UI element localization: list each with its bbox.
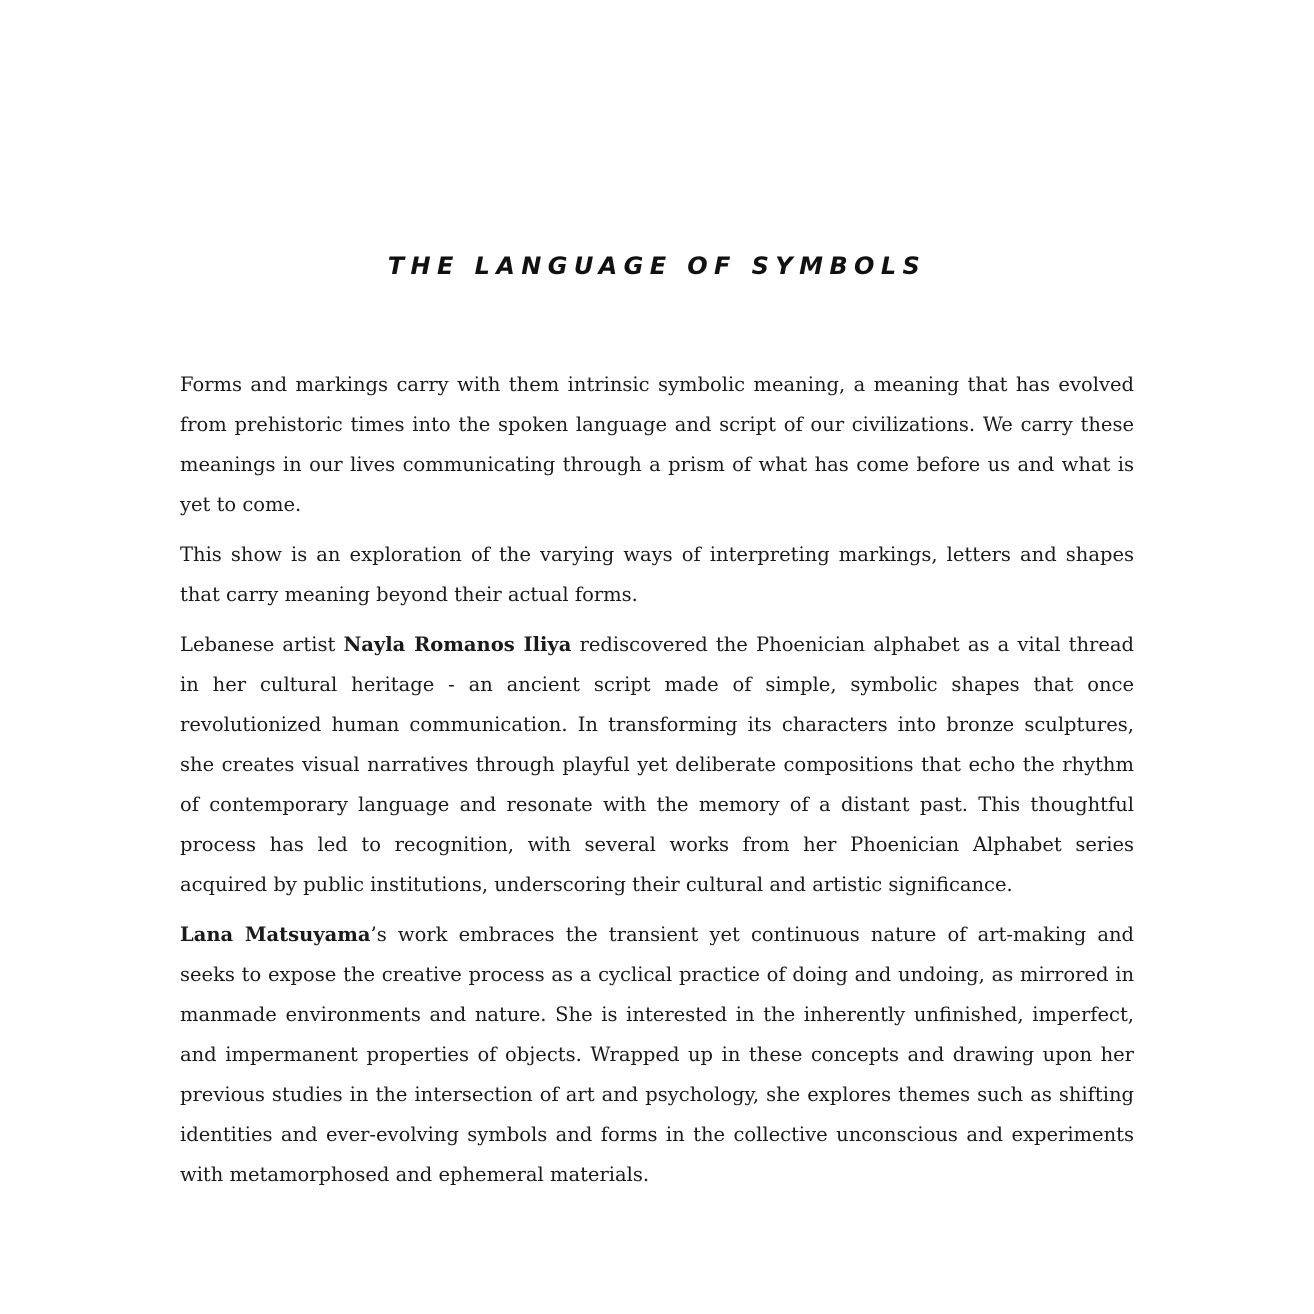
artist-intro-text: Lebanese artist — [180, 633, 344, 656]
intro-paragraph: Forms and markings carry with them intrinsic symbolic meaning, a meaning that has evolved from prehistoric times into the spoken language and script of our civilizations. We carry these meanings in our lives communicating through a prism of what has come before us and what is yet to come. — [180, 373, 1134, 516]
page-title: THE LANGUAGE OF SYMBOLS — [387, 252, 927, 280]
artist-paragraph-nayla — [180, 625, 1134, 905]
artist-bio-lana: ’s work embraces the transient yet continuous nature of art-making and seeks to expose the creative process as a cyclical practice of doing and undoing, as mirrored in manmade environments and nature. She is interested in the inherently unfinished, imperfect, and impermanent properties of objects. Wrapped up in these concepts and drawing upon her previous studies in the intersection of art and psychology, she explores themes such as shifting identities and ever-evolving symbols and forms in the collective unconscious and experiments with metamorphosed and ephemeral materials. — [180, 923, 1134, 1186]
body-text — [180, 365, 1134, 1205]
artist-name-nayla: Nayla Romanos Iliya — [343, 633, 572, 656]
artist-name-lana: Lana Matsuyama — [180, 923, 371, 946]
artist-paragraph-lana — [180, 915, 1134, 1195]
show-description-paragraph: This show is an exploration of the varying ways of interpreting markings, letters and shapes that carry meaning beyond their actual forms. — [180, 543, 1134, 606]
artist-bio-nayla: rediscovered the Phoenician alphabet as a vital thread in her cultural heritage - an ancient script made of simple, symbolic shapes that once revolutionized human communication. In transforming its characters into bronze sculptures, she creates visual narratives through playful yet deliberate compositions that echo the rhythm of contemporary language and resonate with the memory of a distant past. This thoughtful process has led to recognition, with several works from her Phoenician Alphabet series acquired by public institutions, underscoring their cultural and artistic significance. — [180, 633, 1134, 896]
